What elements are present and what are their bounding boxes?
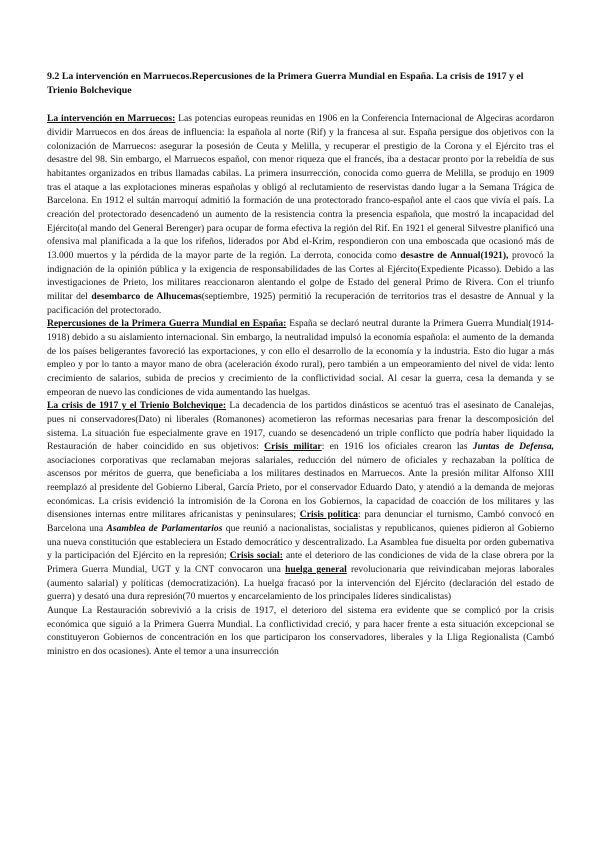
text-run: revolucionaria que reivindicaban mejoras laborales (aumento salarial) y políticas (democratización). La huelga fracasó por la intervención del Ejército (declaración del estado de guerra) y desató una dura represión(70 muertos y encarcelamiento de los principales líderes sindicalistas) — [47, 564, 554, 603]
text-run: : en 1916 los oficiales crearon las — [321, 441, 473, 453]
text-run: provocó la indignación de la opinión pública y la exigencia de responsabilidades de las Cortes al Ejército(Expediente Picasso). Debido a las investigaciones de Prieto, los militares reaccionaron alentando el golpe de Estado del general Primo de Rivera. Con el triunfo militar del — [47, 249, 554, 302]
text-run: Las potencias europeas reunidas en 1906 en la Conferencia Internacional de Algeciras acordaron dividir Marruecos en dos áreas de influencia: la española al norte (Rif) y la francesa al sur. España persigue dos objetivos con la colonización de Marruecos: asegurar la posesión de Ceuta y Melilla, y recuperar el prestigio de la Corona y el Ejército tras el desastre del 98. Sin embargo, el Marruecos español, con menor riqueza que el francés, iba a destacar pronto por la rebeldía de sus habitantes organizados en tribus llamadas cabilas. La primera insurrección, conocida como guerra de Melilla, se produjo en 1909 tras el ataque a las explotaciones mineras españolas y obligó al reclutamiento de reservistas dando lugar a la Semana Trágica de Barcelona. En 1912 el sultán marroquí admitió la formación de una protectorado franco-español ante el caos que vivía el país. La creación del protectorado desencadenó un aumento de la resistencia contra la presencia española, que mostró la incapacidad del Ejército(al mando del General Berenger) para ocupar de forma efectiva la región del Rif. En 1921 el general Silvestre planificó una ofensiva mal planificada a la que los rifeños, liderados por Abd el-Krim, respondieron con una emboscada que ocasionó más de 13.000 muertos y la pérdida de la mayor parte de la región. La derrota, conocida como — [47, 113, 555, 261]
text-run: España se declaró neutral durante la Primera Guerra Mundial(1914-1918) debido a su aislamiento internacional. Sin embargo, la neutralidad impulsó la economía española: el aumento de la demanda de los países beligerantes favoreció las exportaciones, y con ello el desarrollo de la economía y la industria. Esto dio lugar a más empleo y por lo tanto a mayor mano de obra (aceleración éxodo rural), pero también a un empeoramiento del nivel de vida: lento crecimiento de salarios, subida de precios y crecimiento de la conflictividad social. Al cesar la guerra, cesa la demanda y se empeoran de nuevo las condiciones de vida aumentando las huelgas. — [47, 318, 554, 398]
text-run: ante el deterioro de las condiciones de vida de la clase obrera por la Primera Guerra Mundial, UGT y la CNT convocaron una — [47, 550, 554, 576]
underlined-term: Crisis política — [299, 509, 358, 521]
document-heading: 9.2 La intervención en Marruecos.Repercusiones de la Primera Guerra Mundial en España. La crisis de 1917 y el Trienio Bolchevique — [47, 71, 524, 97]
italic-term: Juntas de Defensa, — [472, 441, 555, 453]
paragraph-crisis-1917 — [47, 399, 554, 604]
paragraph-conclusion — [47, 604, 554, 659]
bold-term: desastre de Annual(1921), — [400, 249, 509, 261]
text-run: La decadencia de los partidos dinásticos se acentuó tras el asesinato de Canalejas, pues ni conservadores(Dato) ni liberales (Romanones) acometieron las reformas necesarias para frenar la descomposición del sistema. La situación fue especialmente grave en 1917, cuando se desencadenó un triple conflicto que podría haber liquidado la Restauración de haber coincidido en sus objetivos: — [47, 400, 554, 453]
text-run: asociaciones corporativas que reclamaban mejoras salariales, reducción del número de oficiales y rechazaban la política de ascensos por méritos de guerra, que beneficiaba a los militares destinados en Marruecos. Ante la presión militar Alfonso XIII reemplazó al presidente del Gobierno Liberal, García Prieto, por el conservador Eduardo Dato, y atendió a la demanda de mejoras económicas. La crisis evidenció la intromisión de la Corona en los Gobiernos, la capacidad de coacción de los militares y las disensiones internas entre militares africanistas y peninsulares; — [47, 454, 554, 521]
section-title: La intervención en Marruecos: — [47, 113, 176, 125]
document-body — [47, 112, 554, 658]
text-run: (septiembre, 1925) permitió la recuperación de territorios tras el desastre de Annual y la pacificación del protectorado. — [47, 290, 554, 316]
section-title: La crisis de 1917 y el Trienio Bolchevique: — [47, 400, 227, 412]
text-run: que reunió a nacionalistas, socialistas y republicanos, quienes pidieron al Gobierno una nueva constitución que estableciera un Estado democrático y descentralizado. La Asamblea fue disuelta por orden gubernativa y la participación del Ejército en la represión; — [47, 523, 554, 562]
paragraph-marruecos — [47, 112, 554, 317]
bold-term: desembarco de Alhucemas — [91, 290, 202, 302]
text-run: : para denunciar el turnismo, Cambó convocó en Barcelona una — [47, 509, 554, 535]
italic-term: Asamblea de Parlamentarios — [106, 523, 223, 535]
underlined-term: huelga general — [285, 564, 347, 576]
section-title: Repercusiones de la Primera Guerra Mundial en España: — [47, 318, 287, 330]
paragraph-primera-guerra-mundial — [47, 317, 554, 399]
text-run: Aunque La Restauración sobrevivió a la crisis de 1917, el deterioro del sistema era evidente que se complicó por la crisis económica que siguió a la Primera Guerra Mundial. La conflictividad creció, y para hacer frente a esta situación excepcional se constituyeron Gobiernos de concentración en los que participaron los conservadores, liberales y la Lliga Regionalista (Cambó ministro en dos ocasiones). Ante el temor a una insurrección — [47, 605, 554, 657]
underlined-term: Crisis social: — [229, 550, 283, 562]
underlined-term: Crisis militar — [264, 441, 322, 453]
